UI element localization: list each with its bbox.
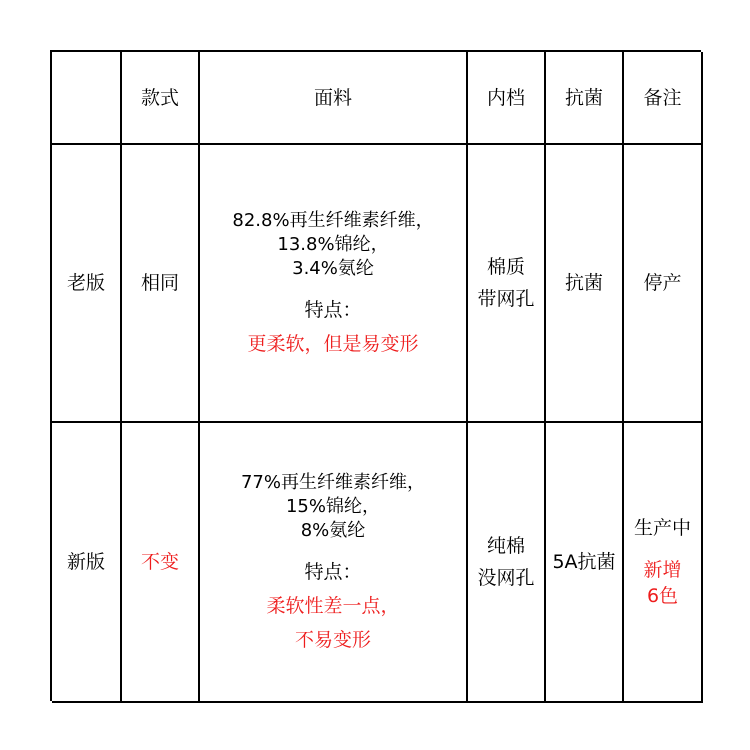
row-old-remark: 停产 bbox=[624, 145, 703, 423]
remark-note-line: 新增 bbox=[643, 559, 682, 581]
feature-label: 特点： bbox=[304, 561, 362, 583]
lining-line: 带网孔 bbox=[477, 288, 535, 310]
fabric-line: 8%氨纶 bbox=[300, 520, 366, 541]
header-cell-remark: 备注 bbox=[624, 52, 703, 145]
lining-line: 没网孔 bbox=[477, 567, 535, 589]
row-new-lining bbox=[468, 423, 546, 703]
fabric-line: 3.4%氨纶 bbox=[292, 258, 374, 279]
comparison-table bbox=[50, 50, 701, 701]
row-new-fabric bbox=[200, 423, 468, 703]
lining-line: 纯棉 bbox=[486, 535, 525, 557]
row-old-style: 相同 bbox=[122, 145, 200, 423]
feature-line: 更柔软，但是易变形 bbox=[247, 333, 419, 355]
remark-note-line: 6色 bbox=[646, 585, 679, 607]
row-old-fabric bbox=[200, 145, 468, 423]
feature-line: 柔软性差一点， bbox=[266, 595, 400, 617]
header-cell-version bbox=[52, 52, 122, 145]
row-new-version: 新版 bbox=[52, 423, 122, 703]
fabric-line: 82.8%再生纤维素纤维， bbox=[232, 210, 434, 231]
feature-line: 不易变形 bbox=[294, 629, 371, 651]
header-cell-fabric: 面料 bbox=[200, 52, 468, 145]
row-new-style: 不变 bbox=[122, 423, 200, 703]
feature-label: 特点： bbox=[304, 299, 362, 321]
fabric-line: 77%再生纤维素纤维， bbox=[240, 472, 425, 493]
row-new-antibacterial: 5A抗菌 bbox=[546, 423, 624, 703]
row-new-remark bbox=[624, 423, 703, 703]
header-cell-lining: 内档 bbox=[468, 52, 546, 145]
lining-line: 棉质 bbox=[486, 256, 525, 278]
row-old-antibacterial: 抗菌 bbox=[546, 145, 624, 423]
fabric-line: 13.8%锦纶， bbox=[277, 234, 389, 255]
fabric-line: 15%锦纶， bbox=[285, 496, 380, 517]
row-old-lining bbox=[468, 145, 546, 423]
remark-status: 生产中 bbox=[633, 517, 691, 539]
header-cell-antibacterial: 抗菌 bbox=[546, 52, 624, 145]
header-cell-style: 款式 bbox=[122, 52, 200, 145]
row-old-version: 老版 bbox=[52, 145, 122, 423]
